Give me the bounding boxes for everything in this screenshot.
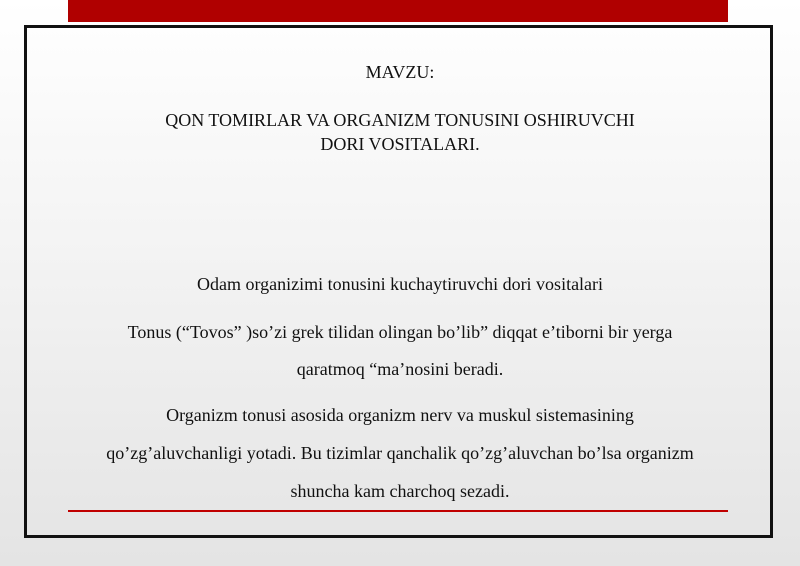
topic-label: MAVZU: — [365, 62, 435, 82]
paragraph-2-line-1: Tonus (“Tovos” )so’zi grek tilidan olingan bo’lib” diqqat e’tiborni bir yerga — [127, 322, 673, 342]
top-accent-bar — [68, 0, 728, 22]
paragraph-3-line-2: qo’zg’aluvchanligi yotadi. Bu tizimlar qanchalik qo’zg’aluvchan bo’lsa organizm — [106, 443, 694, 463]
slide-title-line-2: DORI VOSITALARI. — [320, 134, 480, 154]
paragraph-2-line-2: qaratmoq “ma’nosini beradi. — [296, 359, 504, 379]
paragraph-3-line-1: Organizm tonusi asosida organizm nerv va muskul sistemasining — [166, 405, 634, 425]
paragraph-3-line-3: shuncha kam charchoq sezadi. — [290, 481, 510, 501]
slide-title-line-1: QON TOMIRLAR VA ORGANIZM TONUSINI OSHIRUVCHI — [165, 110, 635, 130]
bottom-divider — [68, 510, 728, 512]
paragraph-1: Odam organizimi tonusini kuchaytiruvchi dori vositalari — [196, 274, 604, 294]
